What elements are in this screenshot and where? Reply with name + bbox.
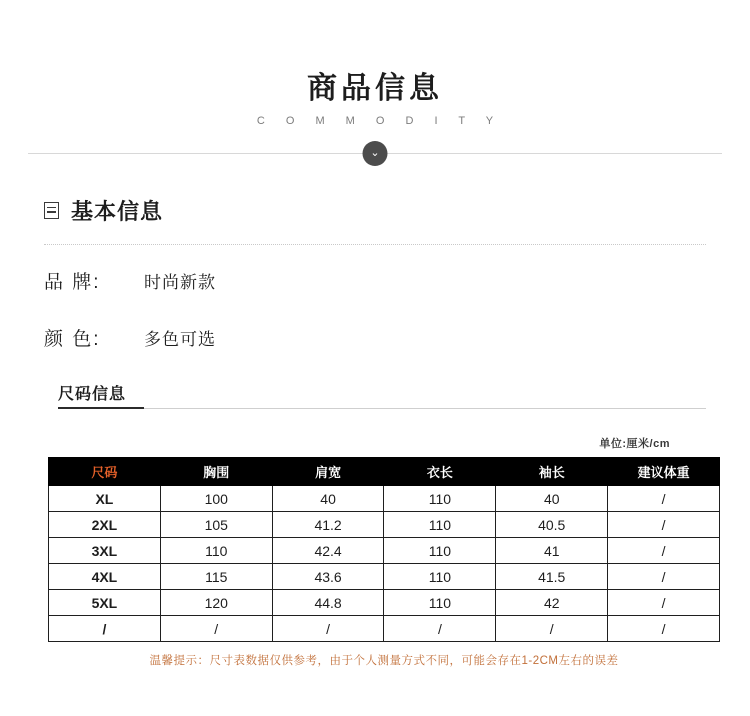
basic-info-heading-label: 基本信息	[71, 199, 164, 224]
size-table-tip: 温馨提示：尺寸表数据仅供参考，由于个人测量方式不同，可能会存在1-2CM左右的误差	[149, 655, 619, 667]
cell-bust: /	[160, 616, 272, 642]
attribute-row	[44, 324, 706, 351]
cell-shoulder: 43.6	[272, 564, 384, 590]
cell-length: 110	[384, 512, 496, 538]
cell-sleeve: 42	[496, 590, 608, 616]
table-row	[49, 512, 720, 538]
cell-sleeve: 40.5	[496, 512, 608, 538]
cell-bust: 120	[160, 590, 272, 616]
column-header-bust: 胸围	[160, 458, 272, 486]
table-row	[49, 538, 720, 564]
attribute-value-color: 多色可选	[144, 330, 216, 349]
page-title: 商品信息	[307, 72, 443, 105]
size-table-wrapper	[0, 457, 750, 668]
chevron-down-icon: ⌄	[363, 141, 388, 166]
page-header	[0, 0, 750, 167]
cell-length: 110	[384, 564, 496, 590]
attribute-list	[44, 267, 706, 351]
cell-size: XL	[49, 486, 161, 512]
cell-shoulder: 44.8	[272, 590, 384, 616]
cell-length: /	[384, 616, 496, 642]
cell-weight: /	[608, 538, 720, 564]
column-header-sleeve: 袖长	[496, 458, 608, 486]
cell-bust: 115	[160, 564, 272, 590]
size-info-heading-underline	[58, 407, 144, 409]
cell-size: 4XL	[49, 564, 161, 590]
cell-weight: /	[608, 590, 720, 616]
attribute-value-brand: 时尚新款	[144, 273, 216, 292]
cell-shoulder: 41.2	[272, 512, 384, 538]
cell-size: 5XL	[49, 590, 161, 616]
table-header-row	[49, 458, 720, 486]
cell-bust: 100	[160, 486, 272, 512]
cell-sleeve: /	[496, 616, 608, 642]
list-icon	[44, 202, 59, 219]
attribute-row	[44, 267, 706, 294]
header-divider	[0, 141, 750, 167]
page-subtitle: C O M M O D I T Y	[256, 115, 503, 127]
cell-size: 3XL	[49, 538, 161, 564]
size-info-heading-label: 尺码信息	[58, 386, 127, 403]
table-row	[49, 590, 720, 616]
table-row	[49, 616, 720, 642]
size-table-head	[49, 458, 720, 486]
cell-weight: /	[608, 512, 720, 538]
cell-weight: /	[608, 564, 720, 590]
size-table	[48, 457, 720, 642]
cell-weight: /	[608, 616, 720, 642]
basic-info-divider	[44, 244, 706, 245]
size-info-heading	[44, 381, 706, 409]
table-row	[49, 486, 720, 512]
cell-sleeve: 41.5	[496, 564, 608, 590]
cell-sleeve: 41	[496, 538, 608, 564]
cell-length: 110	[384, 538, 496, 564]
attribute-label-color: 颜 色:	[44, 329, 101, 350]
unit-note: 单位:厘米/cm	[599, 438, 670, 450]
column-header-weight: 建议体重	[608, 458, 720, 486]
table-row	[49, 564, 720, 590]
cell-weight: /	[608, 486, 720, 512]
column-header-length: 衣长	[384, 458, 496, 486]
basic-info-section	[0, 195, 750, 351]
size-info-heading-rule	[58, 408, 706, 409]
cell-bust: 105	[160, 512, 272, 538]
cell-shoulder: /	[272, 616, 384, 642]
cell-size: 2XL	[49, 512, 161, 538]
cell-length: 110	[384, 590, 496, 616]
size-table-body	[49, 486, 720, 642]
cell-sleeve: 40	[496, 486, 608, 512]
size-info-section	[0, 381, 750, 451]
cell-bust: 110	[160, 538, 272, 564]
cell-shoulder: 42.4	[272, 538, 384, 564]
cell-size: /	[49, 616, 161, 642]
attribute-label-brand: 品 牌:	[44, 272, 101, 293]
column-header-size: 尺码	[49, 458, 161, 486]
basic-info-heading	[44, 195, 706, 226]
column-header-shoulder: 肩宽	[272, 458, 384, 486]
cell-shoulder: 40	[272, 486, 384, 512]
cell-length: 110	[384, 486, 496, 512]
